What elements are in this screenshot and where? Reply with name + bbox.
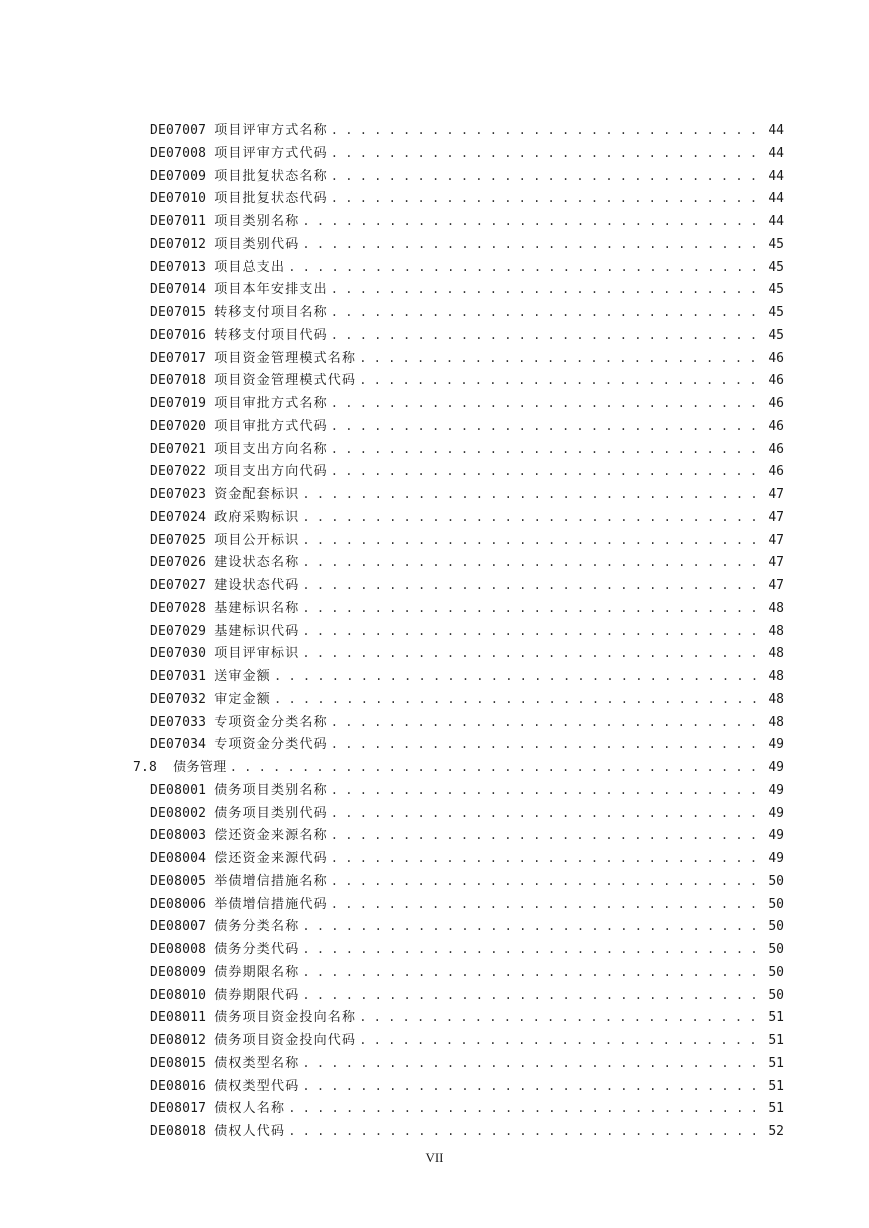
toc-entry[interactable] [0,119,869,142]
toc-entry[interactable] [0,460,869,483]
entry-title: 专项资金分类名称 [214,714,328,730]
element-code: DE07034 [150,737,207,753]
dot-leader [302,483,758,506]
toc-entry[interactable] [0,1029,869,1052]
page-reference: 46 [768,441,784,457]
toc-entry[interactable] [0,551,869,574]
entry-title: 债权人名称 [214,1101,286,1117]
toc-entry[interactable] [0,1120,869,1143]
entry-title: 债务项目资金投向代码 [214,1033,357,1048]
dot-leader [230,756,758,779]
entry-title: 项目支出方向代码 [214,464,328,480]
page-reference: 45 [768,327,784,343]
page-reference: 44 [768,145,784,161]
entry-title: 项目批复状态代码 [214,191,328,207]
entry-title: 项目类别名称 [214,214,300,229]
entry-title: 项目评审标识 [214,646,300,662]
page-reference: 50 [768,942,784,957]
entry-title: 项目公开标识 [214,532,300,548]
toc-entry[interactable] [0,233,869,256]
entry-title: 项目评审方式名称 [214,123,328,138]
dot-leader [302,210,758,233]
dot-leader [331,438,758,461]
dot-leader [359,1029,758,1052]
element-code: DE07016 [150,327,207,343]
page-reference: 50 [768,896,784,912]
element-code: DE07024 [150,509,207,525]
entry-title: 债务项目类别名称 [214,782,328,798]
page-reference: 46 [768,350,784,366]
toc-entry[interactable] [0,142,869,165]
element-code: DE07010 [150,191,207,207]
page-reference: 49 [768,828,784,844]
element-code: DE07008 [150,145,207,161]
dot-leader [288,1120,758,1143]
entry-title: 项目支出方向名称 [214,441,328,457]
element-code: DE08002 [150,805,207,821]
entry-title: 资金配套标识 [214,487,300,502]
entry-title: 项目审批方式名称 [214,396,328,411]
page-reference: 48 [768,714,784,730]
page-reference: 47 [768,578,784,593]
toc-entry[interactable] [0,847,869,870]
entry-title: 基建标识名称 [214,600,300,616]
toc-entry[interactable] [0,415,869,438]
element-code: DE07022 [150,464,207,480]
toc-entry[interactable] [0,574,869,597]
table-of-contents [0,119,869,1143]
entry-title: 项目资金管理模式代码 [214,373,357,389]
page-reference: 49 [768,805,784,821]
section-number: 7.8 [133,760,158,775]
entry-title: 债券期限名称 [214,964,300,980]
dot-leader [331,802,758,825]
entry-title: 政府采购标识 [214,509,300,525]
toc-entry[interactable] [0,278,869,301]
dot-leader [331,165,758,188]
page-reference: 44 [768,214,784,229]
entry-title: 项目类别代码 [214,236,300,252]
element-code: DE07026 [150,555,207,571]
element-code: DE07025 [150,532,207,548]
dot-leader [302,597,758,620]
element-code: DE07032 [150,691,207,707]
page-reference: 46 [768,396,784,411]
dot-leader [331,824,758,847]
toc-entry[interactable] [0,620,869,643]
toc-entry[interactable] [0,597,869,620]
dot-leader [331,779,758,802]
element-code: DE08001 [150,782,207,798]
page-reference: 51 [768,1055,784,1071]
entry-title: 转移支付项目名称 [214,305,328,320]
element-code: DE07007 [150,123,207,138]
entry-title: 项目评审方式代码 [214,145,328,161]
entry-title: 项目审批方式代码 [214,418,328,434]
element-code: DE08016 [150,1078,207,1094]
page-reference: 45 [768,305,784,320]
entry-title: 债券期限代码 [214,987,300,1003]
toc-entry[interactable] [0,1052,869,1075]
dot-leader [359,347,758,370]
element-code: DE07019 [150,396,207,411]
toc-entry[interactable] [0,187,869,210]
toc-entry[interactable] [0,665,869,688]
element-code: DE07029 [150,623,207,639]
toc-entry[interactable] [0,779,869,802]
toc-entry[interactable] [0,984,869,1007]
entry-title: 审定金额 [214,691,271,707]
dot-leader [331,301,758,324]
element-code: DE07020 [150,418,207,434]
dot-leader [274,688,758,711]
entry-title: 转移支付项目代码 [214,327,328,343]
entry-title: 专项资金分类代码 [214,737,328,753]
dot-leader [302,984,758,1007]
page-reference: 48 [768,691,784,707]
dot-leader [302,574,758,597]
toc-entry[interactable] [0,438,869,461]
dot-leader [302,961,758,984]
toc-section-heading[interactable] [0,756,869,779]
page-reference: 44 [768,168,784,184]
entry-title: 举债增信措施代码 [214,896,328,912]
page-reference: 48 [768,669,784,684]
element-code: DE07033 [150,714,207,730]
toc-entry[interactable] [0,711,869,734]
page-reference: 47 [768,487,784,502]
element-code: DE08003 [150,828,207,844]
page-reference: 50 [768,919,784,935]
dot-leader [359,369,758,392]
dot-leader [302,915,758,938]
page-reference: 47 [768,532,784,548]
element-code: DE07023 [150,487,207,502]
entry-title: 债务分类名称 [214,919,300,935]
element-code: DE08004 [150,851,207,866]
element-code: DE07014 [150,282,207,298]
toc-entry[interactable] [0,1075,869,1098]
page-number: VII [425,1150,444,1165]
dot-leader [302,1052,758,1075]
entry-title: 债务管理 [173,760,227,775]
toc-entry[interactable] [0,483,869,506]
dot-leader [331,187,758,210]
entry-title: 债务项目类别代码 [214,805,328,821]
dot-leader [331,392,758,415]
element-code: DE07013 [150,259,207,275]
element-code: DE08007 [150,919,207,935]
entry-title: 债权类型代码 [214,1078,300,1094]
page-reference: 48 [768,646,784,662]
element-code: DE08009 [150,964,207,980]
page-reference: 49 [768,782,784,798]
page-reference: 46 [768,418,784,434]
page-reference: 48 [768,600,784,616]
entry-title: 举债增信措施名称 [214,873,328,889]
page-reference: 44 [768,191,784,207]
toc-entry[interactable] [0,870,869,893]
dot-leader [331,733,758,756]
toc-entry[interactable] [0,210,869,233]
page-reference: 50 [768,964,784,980]
dot-leader [331,870,758,893]
element-code: DE07012 [150,236,207,252]
element-code: DE07027 [150,578,207,593]
toc-entry[interactable] [0,301,869,324]
element-code: DE08010 [150,987,207,1003]
element-code: DE07028 [150,600,207,616]
entry-title: 项目总支出 [214,259,286,275]
dot-leader [302,938,758,961]
element-code: DE08018 [150,1124,207,1139]
dot-leader [302,620,758,643]
entry-title: 建设状态名称 [214,555,300,571]
dot-leader [288,1097,758,1120]
entry-title: 债务项目资金投向名称 [214,1010,357,1026]
dot-leader [302,1075,758,1098]
entry-title: 项目资金管理模式名称 [214,350,357,366]
toc-entry[interactable] [0,1006,869,1029]
toc-entry[interactable] [0,802,869,825]
page-reference: 44 [768,123,784,138]
page-reference: 45 [768,282,784,298]
dot-leader [331,142,758,165]
toc-entry[interactable] [0,324,869,347]
page-reference: 49 [768,737,784,753]
element-code: DE08012 [150,1033,207,1048]
dot-leader [302,551,758,574]
element-code: DE07015 [150,305,207,320]
page-reference: 49 [768,851,784,866]
page-reference: 47 [768,555,784,571]
page-reference: 51 [768,1101,784,1117]
dot-leader [331,711,758,734]
page-reference: 51 [768,1033,784,1048]
dot-leader [302,642,758,665]
element-code: DE07011 [150,214,207,229]
element-code: DE07017 [150,350,207,366]
page-reference: 46 [768,373,784,389]
element-code: DE08015 [150,1055,207,1071]
toc-entry[interactable] [0,824,869,847]
entry-title: 建设状态代码 [214,578,300,593]
toc-entry[interactable] [0,642,869,665]
page-reference: 45 [768,236,784,252]
page-reference: 45 [768,259,784,275]
dot-leader [302,529,758,552]
entry-title: 债务分类代码 [214,942,300,957]
page-reference: 51 [768,1010,784,1026]
element-code: DE08017 [150,1101,207,1117]
toc-entry[interactable] [0,733,869,756]
dot-leader [331,324,758,347]
entry-title: 项目批复状态名称 [214,168,328,184]
element-code: DE08006 [150,896,207,912]
dot-leader [331,847,758,870]
dot-leader [288,256,758,279]
dot-leader [302,506,758,529]
element-code: DE07030 [150,646,207,662]
page-reference: 50 [768,987,784,1003]
element-code: DE08011 [150,1010,207,1026]
entry-title: 送审金额 [214,669,271,684]
element-code: DE07018 [150,373,207,389]
toc-entry[interactable] [0,529,869,552]
dot-leader [331,119,758,142]
element-code: DE07021 [150,441,207,457]
toc-entry[interactable] [0,961,869,984]
toc-entry[interactable] [0,1097,869,1120]
page-reference: 46 [768,464,784,480]
entry-title: 债权人代码 [214,1124,286,1139]
dot-leader [359,1006,758,1029]
page-reference: 50 [768,873,784,889]
dot-leader [331,278,758,301]
toc-entry[interactable] [0,938,869,961]
entry-title: 偿还资金来源名称 [214,828,328,844]
dot-leader [331,893,758,916]
entry-title: 偿还资金来源代码 [214,851,328,866]
page-reference: 51 [768,1078,784,1094]
toc-entry[interactable] [0,506,869,529]
entry-title: 债权类型名称 [214,1055,300,1071]
element-code: DE07031 [150,669,207,684]
dot-leader [274,665,758,688]
element-code: DE08008 [150,942,207,957]
page-reference: 52 [768,1124,784,1139]
page-reference: 47 [768,509,784,525]
entry-title: 基建标识代码 [214,623,300,639]
entry-title: 项目本年安排支出 [214,282,328,298]
dot-leader [331,460,758,483]
toc-entry[interactable] [0,893,869,916]
toc-entry[interactable] [0,915,869,938]
dot-leader [302,233,758,256]
page-reference: 49 [768,760,784,775]
dot-leader [331,415,758,438]
toc-entry[interactable] [0,347,869,370]
toc-entry[interactable] [0,165,869,188]
toc-entry[interactable] [0,369,869,392]
element-code: DE07009 [150,168,207,184]
toc-entry[interactable] [0,688,869,711]
toc-entry[interactable] [0,392,869,415]
element-code: DE08005 [150,873,207,889]
page-reference: 48 [768,623,784,639]
toc-entry[interactable] [0,256,869,279]
